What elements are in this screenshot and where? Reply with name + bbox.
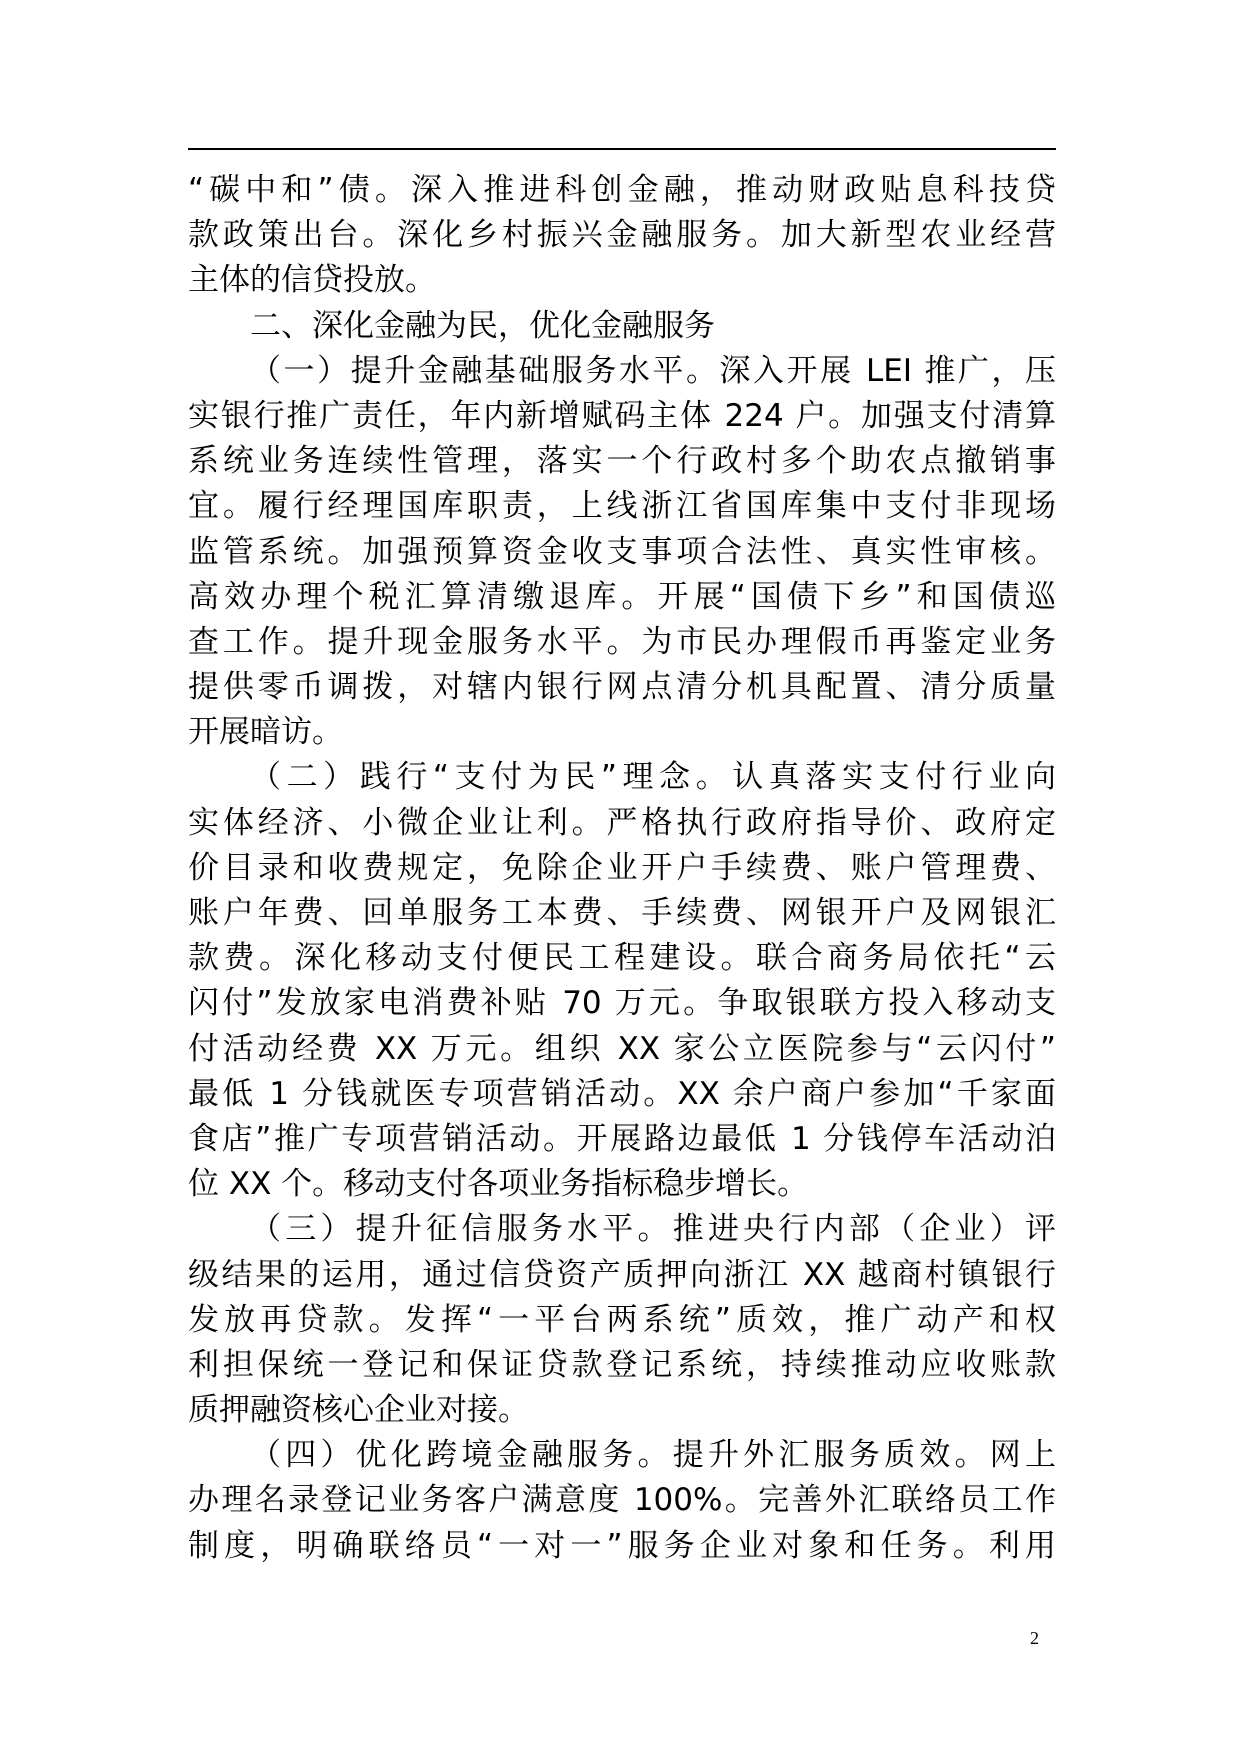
text-line: 利担保统一登记和保证贷款登记系统，持续推动应收账款 [188, 1346, 1056, 1383]
text-line: （四）优化跨境金融服务。提升外汇服务质效。网上 [250, 1437, 1056, 1474]
text-line: （一）提升金融基础服务水平。深入开展 LEI 推广，压 [250, 352, 1056, 389]
text-line: 宜。履行经理国库职责，上线浙江省国库集中支付非现场 [188, 488, 1056, 525]
text-line: 实银行推广责任，年内新增赋码主体 224 户。加强支付清算 [188, 397, 1056, 434]
page-number: 2 [1030, 1628, 1039, 1648]
text-line: 账户年费、回单服务工本费、手续费、网银开户及网银汇 [188, 895, 1056, 931]
header-rule [188, 148, 1056, 150]
text-line: “碳中和”债。深入推进科创金融，推动财政贴息科技贷 [188, 172, 1056, 208]
text-line: 监管系统。加强预算资金收支事项合法性、真实性审核。 [188, 533, 1056, 570]
text-line: 发放再贷款。发挥“一平台两系统”质效，推广动产和权 [188, 1301, 1056, 1338]
text-line: 价目录和收费规定，免除企业开户手续费、账户管理费、 [188, 849, 1056, 886]
text-line: 食店”推广专项营销活动。开展路边最低 1 分钱停车活动泊 [188, 1120, 1056, 1157]
text-line: 高效办理个税汇算清缴退库。开展“国债下乡”和国债巡 [188, 578, 1056, 615]
text-line: 位 XX 个。移动支付各项业务指标稳步增长。 [188, 1166, 809, 1203]
text-line: （二）践行“支付为民”理念。认真落实支付行业向 [250, 759, 1056, 796]
text-line: （三）提升征信服务水平。推进央行内部（企业）评 [250, 1211, 1056, 1248]
text-line: 办理名录登记业务客户满意度 100%。完善外汇联络员工作 [188, 1482, 1056, 1519]
text-line: 实体经济、小微企业让利。严格执行政府指导价、政府定 [188, 804, 1056, 841]
text-line: 款政策出台。深化乡村振兴金融服务。加大新型农业经营 [188, 217, 1056, 254]
text-line: 付活动经费 XX 万元。组织 XX 家公立医院参与“云闪付” [188, 1030, 1056, 1067]
text-line: 查工作。提升现金服务水平。为市民办理假币再鉴定业务 [188, 623, 1056, 660]
body-text [188, 168, 1056, 1569]
text-line: 闪付”发放家电消费补贴 70 万元。争取银联方投入移动支 [188, 985, 1056, 1022]
text-line: 开展暗访。 [188, 714, 343, 751]
text-line: 款费。深化移动支付便民工程建设。联合商务局依托“云 [188, 940, 1056, 977]
text-line: 提供零币调拨，对辖内银行网点清分机具配置、清分质量 [188, 669, 1056, 706]
text-line: 质押融资核心企业对接。 [188, 1392, 529, 1429]
text-line: 主体的信贷投放。 [188, 262, 436, 299]
text-line: 级结果的运用，通过信贷资产质押向浙江 XX 越商村镇银行 [188, 1256, 1056, 1293]
text-line: 系统业务连续性管理，落实一个行政村多个助农点撤销事 [188, 443, 1056, 480]
text-line: 二、深化金融为民，优化金融服务 [250, 307, 715, 344]
text-line: 最低 1 分钱就医专项营销活动。XX 余户商户参加“千家面 [188, 1075, 1056, 1112]
text-line: 制度，明确联络员“一对一”服务企业对象和任务。利用 [188, 1527, 1056, 1564]
